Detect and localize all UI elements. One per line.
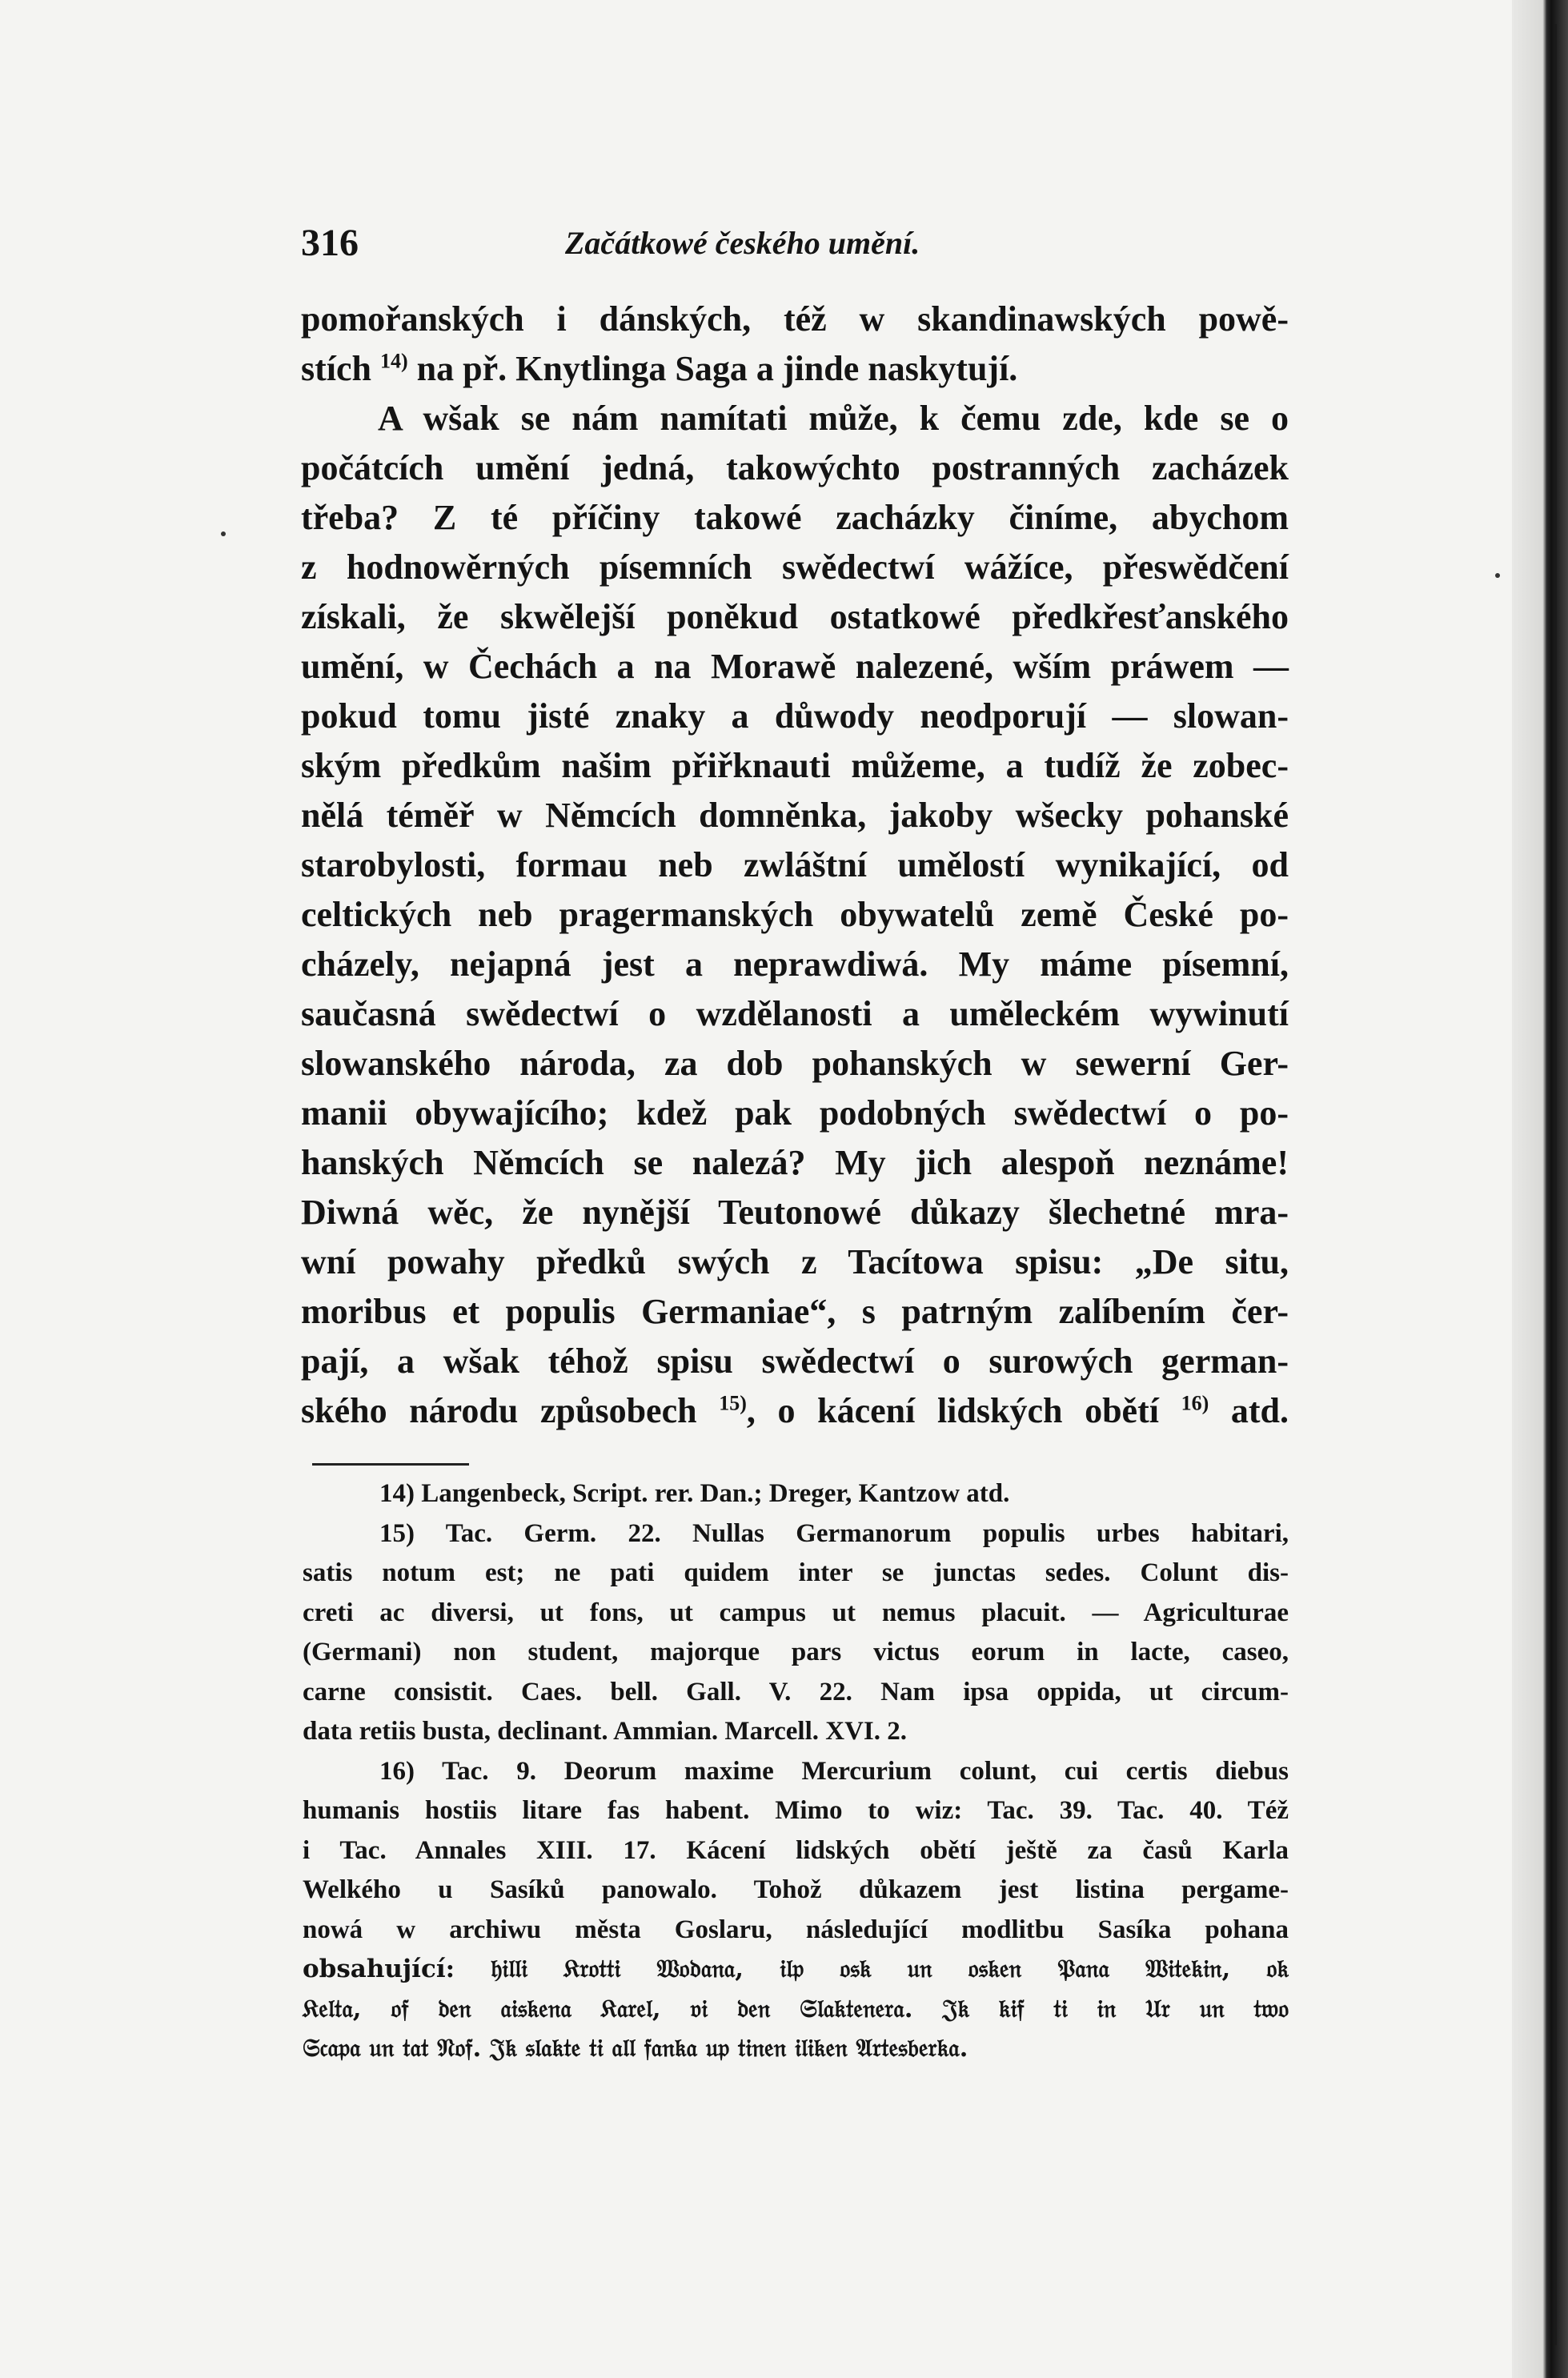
text-line: pají, a wšak téhož spisu swědectwí o surowých german- [301, 1341, 1289, 1381]
text-line: wní powahy předků swých z Tacítowa spisu: „De situ, [301, 1242, 1289, 1281]
footnote-line: (Germani) non student, majorque pars victus eorum in lacte, caseo, [303, 1638, 1289, 1666]
footnote-line: 15) Tac. Germ. 22. Nullas Germanorum populis urbes habitari, [379, 1518, 1289, 1548]
page-title: Začátkowé českého umění. [565, 225, 920, 261]
footnote-line: data retiis busta, declinant. Ammian. Marcell. XVI. 2. [303, 1717, 908, 1746]
footnote-line: Welkého u Sasíků panowalo. Tohož důkazem jest listina pergame- [303, 1875, 1289, 1904]
text-line: stích $^{14)}$ na př. Knytlinga Saga a jinde naskytují. [301, 349, 1018, 388]
text-line: umění, w Čechách a na Morawě nalezené, wším práwem — [301, 647, 1289, 686]
footnote-ref-16: 16) [1181, 1391, 1209, 1415]
text-line: počátcích umění jedná, takowýchto postranných zacházek [301, 448, 1289, 487]
text-line: třeba? Z té příčiny takowé zacházky činíme, abychom [301, 498, 1289, 537]
page-edge-shadow [1512, 0, 1568, 2378]
footnote-line-fraktur: 𝔖𝔠𝔞𝔭𝔞 𝔲𝔫 𝔱𝔞𝔱 𝔑𝔬𝔣. 𝔍𝔨 𝔰𝔩𝔞𝔨𝔱𝔢 𝔱𝔦 𝔞𝔩𝔩 𝔣𝔞𝔫𝔨𝔞 𝔲𝔭 𝔱𝔦𝔫𝔢𝔫 𝔦𝔩𝔦𝔨𝔢𝔫 𝔄𝔯𝔱𝔢𝔰𝔟𝔢𝔯𝔨𝔞. [303, 2034, 968, 2063]
footnote-line: humanis hostiis litare fas habent. Mimo to wiz: Tac. 39. Tac. 40. Též [303, 1796, 1289, 1825]
text-line: slowanského národa, za dob pohanských w sewerní Ger- [301, 1044, 1289, 1083]
text-line: získali, že skwělejší poněkud ostatkowé předkřesťanského [301, 597, 1289, 636]
running-head [301, 221, 1285, 285]
main-text [301, 295, 1289, 1436]
footnote-line: 16) Tac. 9. Deorum maxime Mercurium colunt, cui certis diebus [379, 1756, 1289, 1786]
scan-border-line [1554, 24, 1557, 2345]
footnote-line-fraktur: 𝔎𝔢𝔩𝔱𝔞, 𝔬𝔣 𝔡𝔢𝔫 𝔞𝔦𝔰𝔨𝔢𝔫𝔞 𝔎𝔞𝔯𝔢𝔩, 𝔳𝔦 𝔡𝔢𝔫 𝔖𝔩𝔞𝔨𝔱𝔢𝔫𝔢𝔯𝔞. 𝔍𝔨 𝔨𝔦𝔣 𝔱𝔦 𝔦𝔫 𝔘𝔯 𝔲𝔫 𝔱𝔴𝔬 [303, 1994, 1289, 2023]
text-line: Diwná wěc, že nynější Teutonowé důkazy šlechetné mra- [301, 1193, 1289, 1232]
text-line: saučasná swědectwí o wzdělanosti a uměleckém wywinutí [301, 994, 1289, 1033]
footnote-line: 14) Langenbeck, Script. rer. Dan.; Dreger, Kantzow atd. [379, 1479, 1010, 1508]
footnote-ref-14: 14) [380, 349, 408, 373]
footnote-line-fraktur: obsahující: 𝔥𝔦𝔩𝔩𝔦 𝔎𝔯𝔬𝔱𝔱𝔦 𝔚𝔬𝔡𝔞𝔫𝔞, 𝔦𝔩𝔭 𝔬𝔰𝔨 𝔲𝔫 𝔬𝔰𝔨𝔢𝔫 𝔓𝔞𝔫𝔞 𝔚𝔦𝔱𝔢𝔨𝔦𝔫, 𝔬𝔨 [303, 1955, 1289, 1983]
text-line: starobylosti, formau neb zwláštní umělostí wynikající, od [301, 845, 1289, 884]
footnote-line: i Tac. Annales XIII. 17. Kácení lidských obětí ještě za časů Karla [303, 1835, 1289, 1865]
text-line: ského národu způsobech $^{15)}$, o kácení lidských obětí $^{16)}$ atd. [301, 1391, 1289, 1430]
text-line: moribus et populis Germaniae“, s patrným zalíbením čer- [301, 1292, 1289, 1331]
footnote-line: satis notum est; ne pati quidem inter se junctas sedes. Colunt dis- [303, 1558, 1289, 1587]
text-line: pokud tomu jisté znaky a důwody neodporují — slowan- [301, 696, 1289, 736]
footnote-line: creti ac diversi, ut fons, ut campus ut nemus placuit. — Agriculturae [303, 1598, 1289, 1627]
text-line: hanských Němcích se nalezá? My jich alespoň neznáme! [301, 1143, 1289, 1182]
text-line: manii obywajícího; kdež pak podobných swědectwí o po- [301, 1093, 1289, 1133]
ink-speck [1495, 573, 1500, 578]
text-line: pomořanských i dánských, též w skandinawských powě- [301, 299, 1289, 339]
footnote-line: carne consistit. Caes. bell. Gall. V. 22. Nam ipsa oppida, ut circum- [303, 1677, 1289, 1706]
footnote-line: nowá w archiwu města Goslaru, následující modlitbu Sasíka pohana [303, 1915, 1289, 1944]
ink-speck [221, 531, 226, 536]
text-line: ským předkům našim přiřknauti můžeme, a tudíž že zobec- [301, 746, 1289, 785]
text-line: z hodnowěrných písemních swědectwí wážíce, přeswědčení [301, 547, 1289, 587]
footnote-separator [312, 1463, 469, 1466]
text-line: celtických neb pragermanských obywatelů země České po- [301, 895, 1289, 934]
page-number: 316 [301, 222, 359, 264]
text-line: cházely, nejapná jest a neprawdiwá. My máme písemní, [301, 944, 1289, 984]
footnote-ref-15: 15) [719, 1391, 747, 1415]
text-line: nělá téměř w Němcích domněnka, jakoby wšecky pohanské [301, 796, 1289, 835]
footnotes [303, 1474, 1289, 2069]
text-line: A wšak se nám namítati může, k čemu zde, kde se o [378, 399, 1289, 438]
